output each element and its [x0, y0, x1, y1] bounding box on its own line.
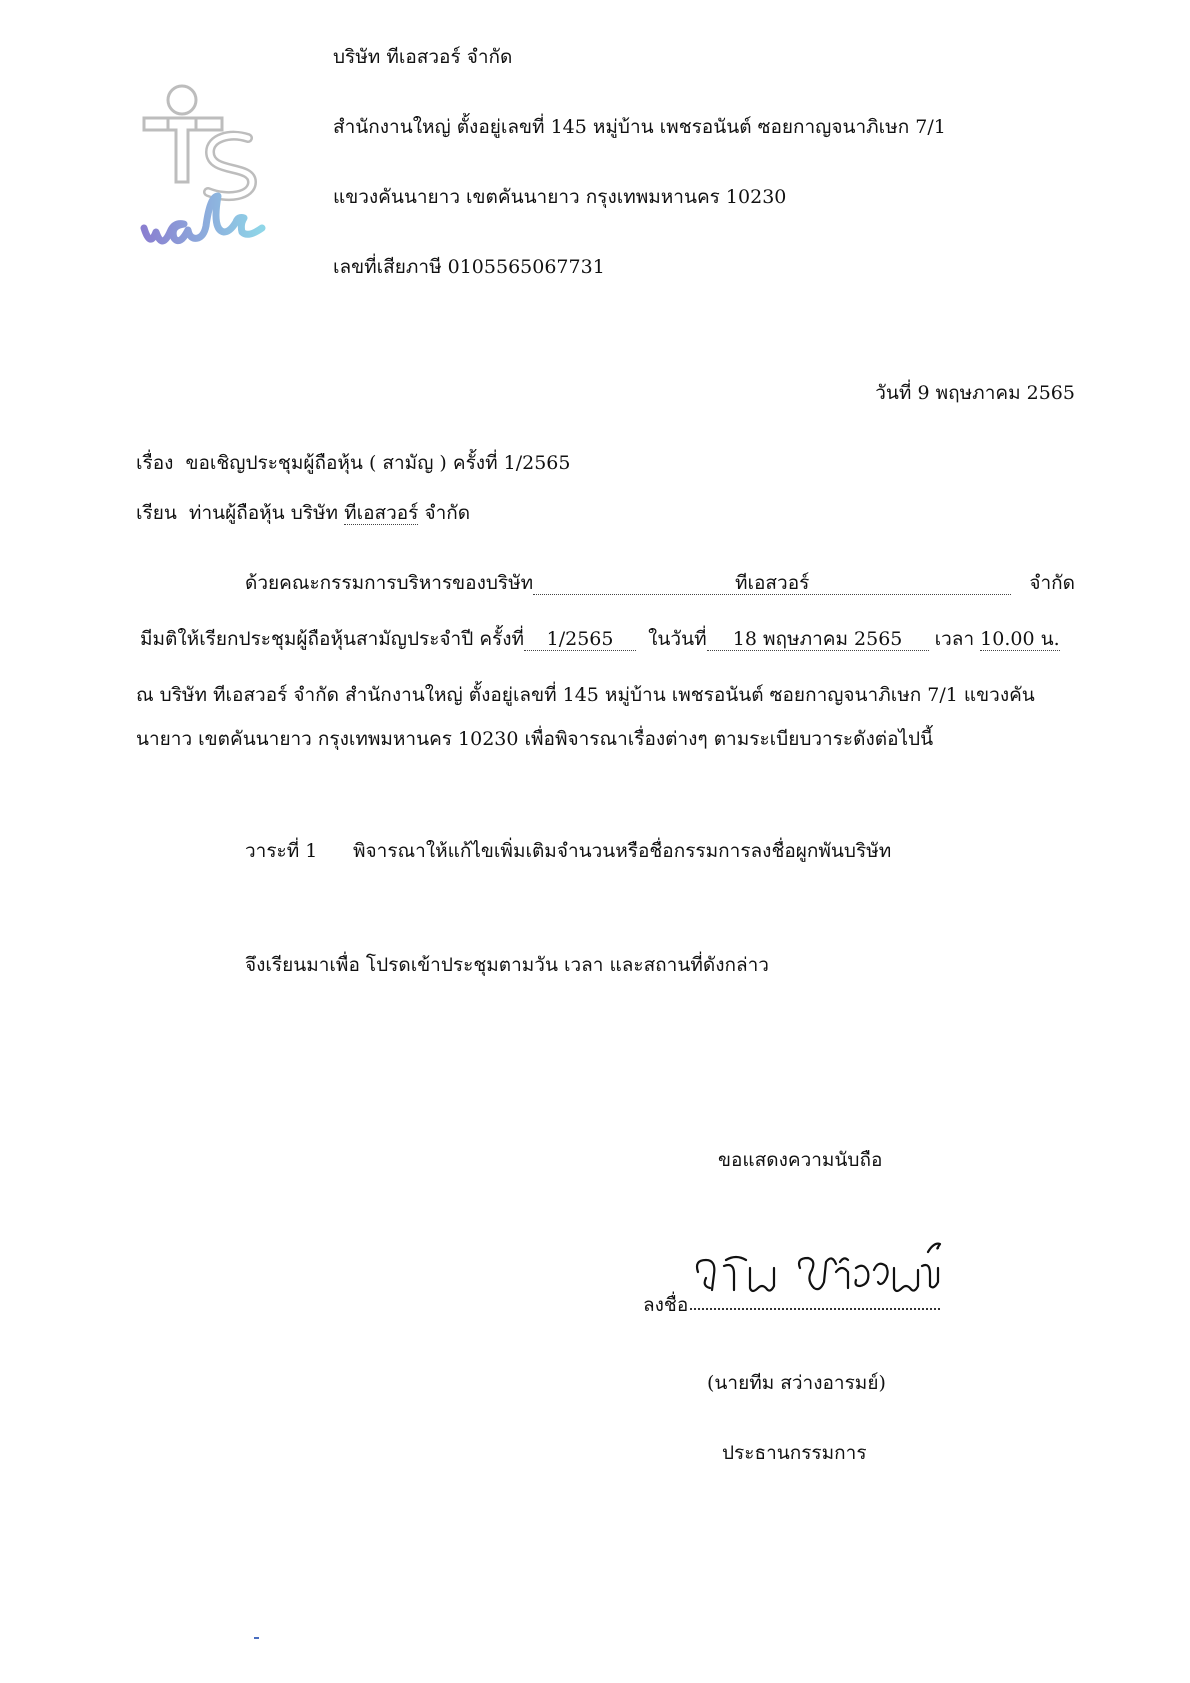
- subject-line: [136, 448, 570, 478]
- meeting-date: 18 พฤษภาคม 2565: [707, 629, 929, 651]
- company-logo-graphic: [140, 78, 310, 278]
- signature-graphic: [690, 1238, 950, 1298]
- company-logo: [140, 78, 310, 278]
- signature-image: [690, 1238, 950, 1298]
- meeting-number: 1/2565: [524, 629, 636, 651]
- agenda-label: วาระที่ 1: [245, 840, 318, 862]
- address-line-1: สำนักงานใหญ่ ตั้งอยู่เลขที่ 145 หมู่บ้าน เพชรอนันต์ ซอยกาญจนาภิเษก 7/1: [333, 116, 946, 138]
- company-name: บริษัท ทีเอสวอร์ จำกัด: [333, 46, 513, 68]
- body-line-3: ณ บริษัท ทีเอสวอร์ จำกัด สำนักงานใหญ่ ตั้งอยู่เลขที่ 145 หมู่บ้าน เพชรอนันต์ ซอยกาญจนาภิเษก 7/1 แขวงคัน: [136, 684, 1035, 706]
- tax-id: เลขที่เสียภาษี 0105565067731: [333, 256, 605, 278]
- body-line1-prefix: ด้วยคณะกรรมการบริหารของบริษัท: [245, 572, 534, 594]
- recipient-suffix: จำกัด: [424, 502, 471, 524]
- recipient-prefix: ท่านผู้ถือหุ้น บริษัท: [188, 502, 339, 524]
- sign-label: ลงชื่อ: [643, 1294, 689, 1316]
- time-label: เวลา: [934, 628, 975, 650]
- signer-name: (นายทีม สว่างอารมย์): [707, 1372, 886, 1394]
- recipient-line: [136, 498, 470, 528]
- body-line1-company: ทีเอสวอร์: [533, 573, 1011, 595]
- address-line-2: แขวงคันนายาว เขตคันนายาว กรุงเทพมหานคร 10230: [333, 186, 787, 208]
- body-line-1: [245, 568, 1075, 598]
- recipient-label: เรียน: [136, 502, 177, 524]
- body-line2-mid: ในวันที่: [648, 628, 707, 650]
- body-line1-suffix: จำกัด: [1029, 572, 1075, 594]
- decorative-mark: [254, 1637, 259, 1639]
- subject-text: ขอเชิญประชุมผู้ถือหุ้น ( สามัญ ) ครั้งที่ 1/2565: [185, 452, 571, 474]
- body-line2-prefix: มีมติให้เรียกประชุมผู้ถือหุ้นสามัญประจำปี ครั้งที่: [140, 628, 525, 650]
- subject-label: เรื่อง: [136, 452, 174, 474]
- closing-paragraph: จึงเรียนมาเพื่อ โปรดเข้าประชุมตามวัน เวลา และสถานที่ดังกล่าว: [245, 954, 769, 976]
- recipient-company: ทีเอสวอร์: [344, 502, 419, 524]
- body-line-4: นายาว เขตคันนายาว กรุงเทพมหานคร 10230 เพื่อพิจารณาเรื่องต่างๆ ตามระเบียบวาระดังต่อไปนี้: [136, 728, 934, 750]
- signature-line: [690, 1308, 940, 1310]
- body-line-2: [140, 624, 1075, 654]
- meeting-time: 10.00 น.: [980, 628, 1060, 650]
- regards: ขอแสดงความนับถือ: [718, 1149, 883, 1171]
- letter-date: วันที่ 9 พฤษภาคม 2565: [875, 382, 1075, 404]
- agenda-text: พิจารณาให้แก้ไขเพิ่มเติมจำนวนหรือชื่อกรรมการลงชื่อผูกพันบริษัท: [353, 840, 892, 862]
- signer-title: ประธานกรรมการ: [722, 1442, 867, 1464]
